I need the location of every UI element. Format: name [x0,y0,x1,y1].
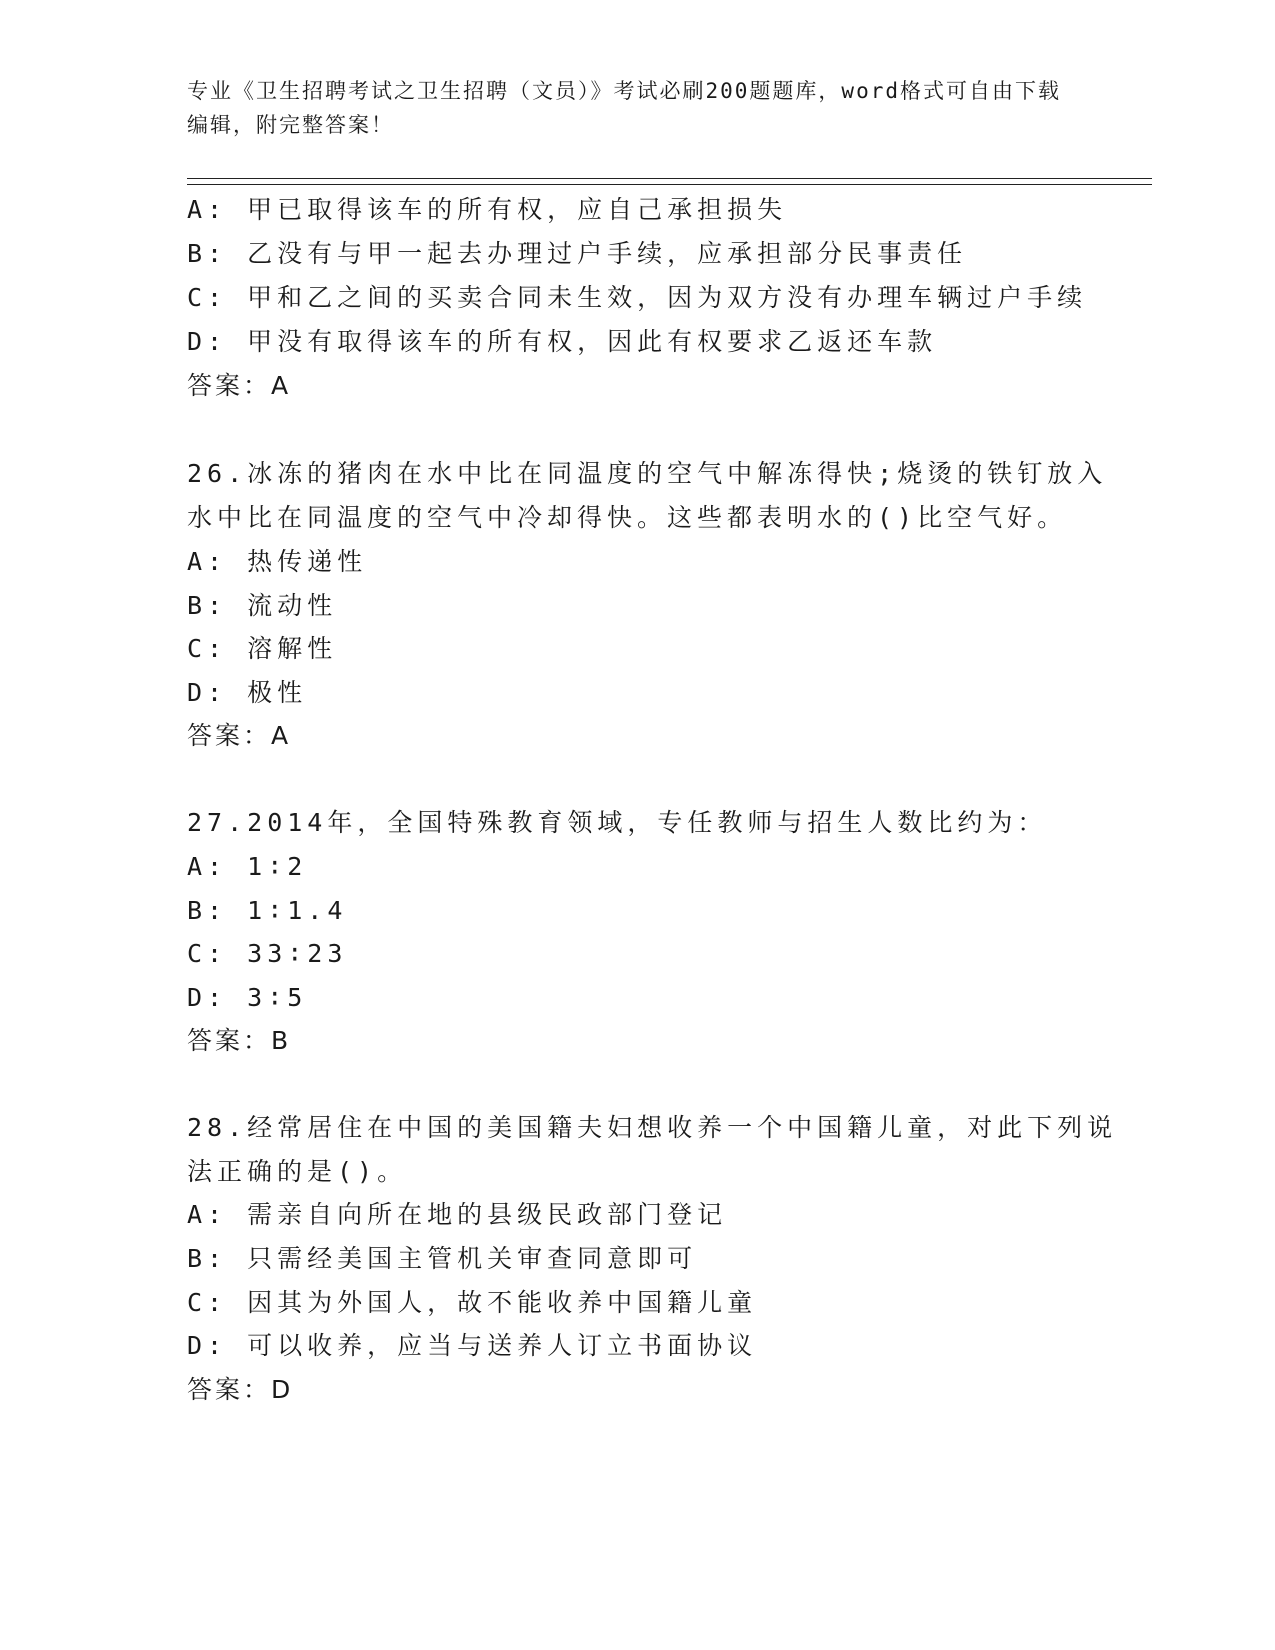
question-stem: 27.2014年，全国特殊教育领域，专任教师与招生人数比约为： [187,808,1048,837]
answer-line: 答案：B [187,1026,292,1055]
option-c: C: 33∶23 [187,939,348,968]
option-a: A: 热传递性 [187,547,368,576]
answer-line: 答案：A [187,721,292,750]
question-stem-continued: 水中比在同温度的空气中冷却得快。这些都表明水的()比空气好。 [187,503,1068,532]
document-header: 专业《卫生招聘考试之卫生招聘（文员）》考试必刷200题题库，word格式可自由下载编辑，附完整答案！ [187,79,1061,137]
answer-line: 答案：A [187,371,292,400]
option-a: A: 甲已取得该车的所有权，应自己承担损失 [187,195,788,224]
option-a: A: 1∶2 [187,852,308,881]
option-d: D: 可以收养，应当与送养人订立书面协议 [187,1331,758,1360]
question-stem: 28.经常居住在中国的美国籍夫妇想收养一个中国籍儿童，对此下列说 [187,1113,1118,1142]
option-a: A: 需亲自向所在地的县级民政部门登记 [187,1200,728,1229]
question-stem: 26.冰冻的猪肉在水中比在同温度的空气中解冻得快;烧烫的铁钉放入 [187,459,1108,488]
option-d: D: 甲没有取得该车的所有权，因此有权要求乙返还车款 [187,327,938,356]
option-b: B: 1∶1.4 [187,896,348,925]
question-stem-continued: 法正确的是()。 [187,1157,408,1186]
option-b: B: 乙没有与甲一起去办理过户手续，应承担部分民事责任 [187,239,968,268]
option-b: B: 流动性 [187,591,338,620]
option-c: C: 甲和乙之间的买卖合同未生效，因为双方没有办理车辆过户手续 [187,283,1088,312]
option-d: D: 极性 [187,678,308,707]
answer-line: 答案：D [187,1375,294,1404]
option-d: D: 3∶5 [187,983,308,1012]
option-b: B: 只需经美国主管机关审查同意即可 [187,1244,698,1273]
header-divider-bottom [187,184,1152,185]
header-divider-top [187,178,1152,179]
option-c: C: 溶解性 [187,634,338,663]
option-c: C: 因其为外国人，故不能收养中国籍儿童 [187,1288,758,1317]
